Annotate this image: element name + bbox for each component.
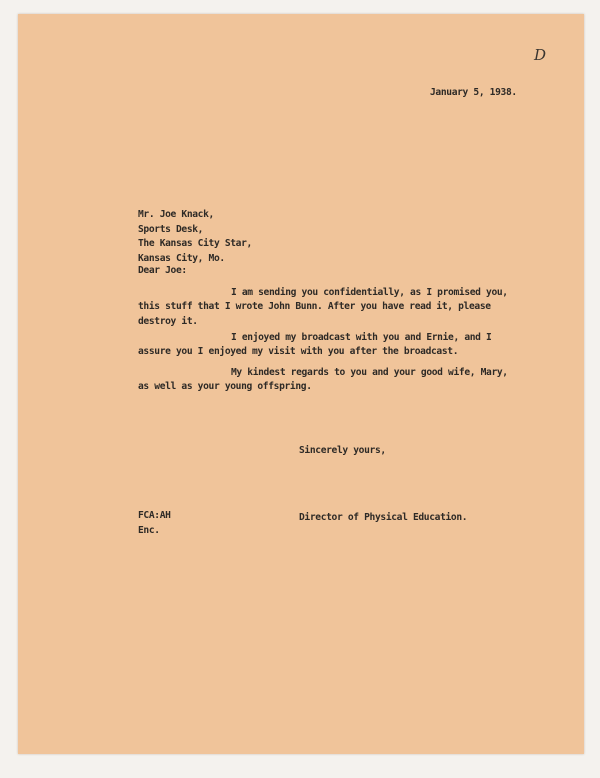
recipient-organization: The Kansas City Star, [138,238,252,249]
paragraph-2-body [138,345,458,360]
paragraph-1-line: this stuff that I wrote John Bunn. After you have read it, please [138,301,491,312]
enclosure-notation: Enc. [138,524,160,536]
handwritten-mark: D [534,46,547,64]
paragraph-3-first-line: My kindest regards to you and your good wife, Mary, [231,367,508,378]
reference-initials: FCA:AH [138,510,171,521]
paragraph-2-first-line: I enjoyed my broadcast with you and Ernie, and I [231,332,492,343]
paragraph-3-line: as well as your young offspring. [138,381,312,392]
recipient-name: Mr. Joe Knack, [138,209,214,220]
paragraph-1-first-line: I am sending you confidentially, as I promised you, [231,287,508,298]
recipient-department: Sports Desk, [138,223,204,235]
complimentary-closing: Sincerely yours, [299,445,386,456]
letter-page [18,14,584,754]
recipient-address [138,208,252,266]
salutation: Dear Joe: [138,265,187,276]
paragraph-2-line: assure you I enjoyed my visit with you after the broadcast. [138,346,459,357]
signer-title: Director of Physical Education. [299,512,468,523]
paragraph-3-body [138,380,312,395]
letter-date: January 5, 1938. [430,87,517,98]
reference-block [138,509,171,538]
recipient-city: Kansas City, Mo. [138,252,225,264]
paragraph-1-body [138,300,491,329]
paragraph-1-line: destroy it. [138,315,198,327]
